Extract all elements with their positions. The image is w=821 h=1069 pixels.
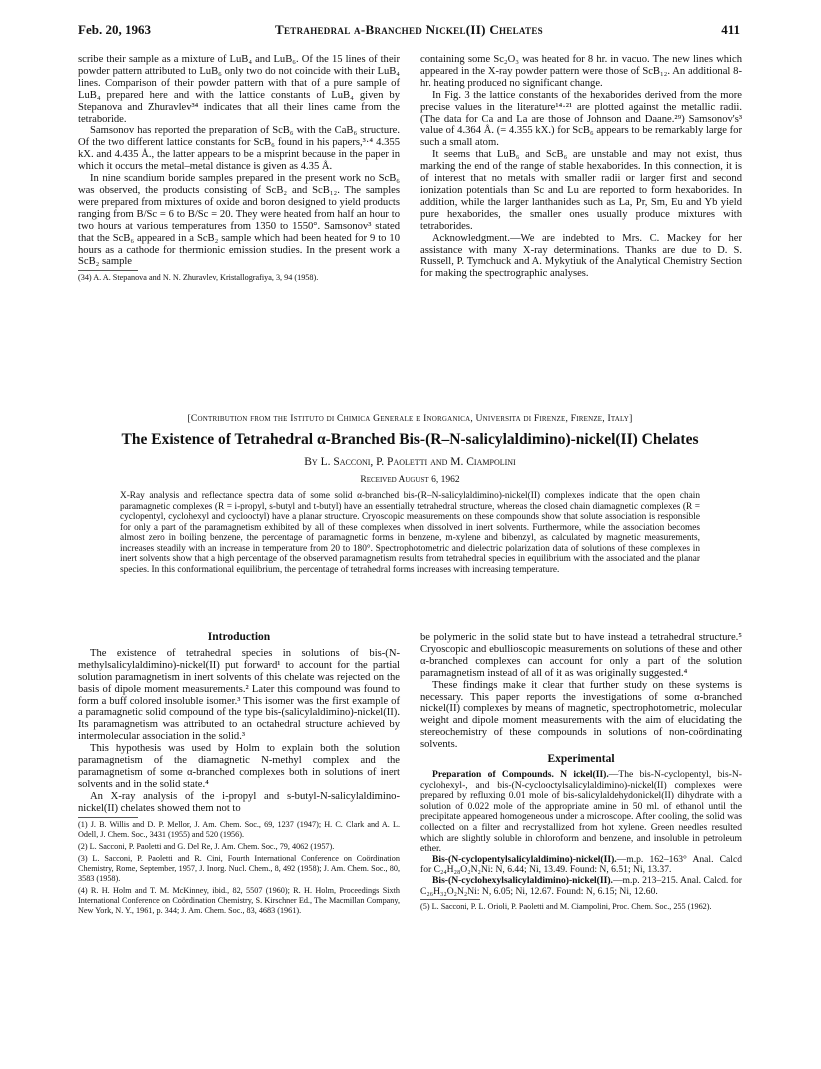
compound-data: —m.p. 213–215. Anal. Calcd. for C₂₆H₃₂O₂N₂Ni: N, 6.05; Ni, 12.67. Found: N, 6.15; Ni, 12.60. bbox=[420, 874, 742, 897]
paragraph: These findings make it clear that further study on these systems is necessary. This paper reports the investigations of some α-branched nickel(II) complexes by means of magnetic, spectrophotometric, molecular weight and dipole moment measurements with the aim of elucidating the stereochemistry of these compounds in solutions of non-coördinating solvents. bbox=[420, 679, 742, 751]
paragraph: containing some Sc₂O₃ was heated for 8 hr. in vacuo. The new lines which appeared in the X-ray powder pattern were those of ScB₁₂. An additional 8-hr. heating produced no significant change. bbox=[420, 54, 742, 89]
acknowledgment-paragraph: Acknowledgment.—We are indebted to Mrs. C. Mackey for her assistance with many X-ray determinations. Thanks are due to D. S. Russell, P. Tymchuck and A. Mykytiuk of the Analytical Chemistry Section for making the spectrographic analyses. bbox=[420, 232, 742, 280]
footnote: (3) L. Sacconi, P. Paoletti and R. Cini, Fourth International Conference on Coördination Chemistry, Rome, September, 1957, J. Inorg. Nucl. Chem., 8, 492 (1958); J. Am. Chem. Soc., 80, 3583 (1958). bbox=[78, 853, 400, 883]
abstract: X-Ray analysis and reflectance spectra data of some solid α-branched bis-(R–N-salicylaldimino)-nickel(II) complexes indicate that the open chain paramagnetic complexes (R = i-propyl, s-butyl and t-butyl) have an essentially tetrahedral structure, whereas the closed chain diamagnetic complexes (R = cyclopentyl, cyclohexyl and cyclooctyl) have a planar structure. Cryoscopic measurements on these compounds show that solute association is responsible for only a part of the paramagnetism exhibited by all of these complexes when dissolved in inert solvents. Furthermore, while the association becomes almost zero in boiling benzene, the percentage of paramagnetic forms in benzene, m-xylene and bibenzyl, as calculated by magnetic measurements, increases steadily with an increase in temperature from 20 to 180°. Spectrophotometric and dielectric polarization data of solutions of these complexes in inert solvents show that a high percentage of the observed paramagnetism results from tetrahedral species in equilibrium with the associated and the planar species. In this conformational equilibrium, the percentage of tetrahedral forms increases with increasing temperature. bbox=[120, 491, 700, 575]
footnote-divider bbox=[420, 899, 480, 900]
received-date: Received August 6, 1962 bbox=[360, 475, 460, 485]
contribution-line: [Contribution from the Istituto di Chimica Generale e Inorganica, Universita di Firenze, Firenze, Italy] bbox=[187, 413, 633, 424]
paragraph: In nine scandium boride samples prepared in the present work no ScB₆ was observed, the products consisting of ScB₂ and ScB₁₂. The samples were prepared from mixtures of oxide and boron designed to yield products ranging from B/Sc = 6 to B/Sc = 20. They were heated from half an hour to two hours at various temperatures from 1350 to 1550°. Samsonov³ stated that the ScB₆ appeared in a ScB₂ sample which had been heated for 9 to 10 hours as a cathode for thermionic emission studies. In the present work a ScB₂ sample bbox=[78, 173, 400, 268]
paragraph-body: —The bis-N-cyclopentyl, bis-N-cyclohexyl-, and bis-(N-cyclooctylsalicylaldimino)-nickel(II) complexes were prepared by refluxing 0.01 mole of bis-salicylaldehydonickel(II) dihydrate with a solution of 0.022 mole of the appropriate amine in 50 ml. of ethanol until the precipitate appeared homogeneous under a microscope. After cooling, the solid was collected on a filter and recrystallized from hot xylene. Green needles resulted which are slightly soluble in chloroform and benzene, and insoluble in petroleum ether. bbox=[420, 768, 742, 855]
footnote: (4) R. H. Holm and T. M. McKinney, ibid., 82, 5507 (1960); R. H. Holm, Proceedings Sixth International Conference on Coördination Chemistry, S. Kirschner Ed., The Macmillan Company, New York, N. Y., 1961, p. 344; J. Am. Chem. Soc., 83, 4683 (1961). bbox=[78, 885, 400, 915]
compound-paragraph bbox=[420, 876, 742, 897]
paragraph: be polymeric in the solid state but to have instead a tetrahedral structure.⁵ Cryoscopic and ebullioscopic measurements on solutions of these and other α-branched complexes can account for only a part of the solution paramagnetism instead of all of it as was originally suggested.⁴ bbox=[420, 632, 742, 679]
paragraph: Samsonov has reported the preparation of ScB₆ with the CaB₆ structure. Of the two different lattice constants for ScB₆ found in his papers,³·⁴ 4.355 kX. and 4.435 Å., the latter appears to be a misprint because in the paper in which it occurs the metal–metal distance is given as 4.35 Å. bbox=[78, 125, 400, 173]
compound-data: —m.p. 162–163° Anal. Calcd for C₂₄H₂₈O₂N₂Ni: N, 6.44; Ni, 13.49. Found: N, 6.51; Ni, 13.37. bbox=[420, 853, 742, 876]
issue-date: Feb. 20, 1963 bbox=[78, 22, 151, 37]
compound-name: Bis-(N-cyclopentylsalicylaldimino)-nickel(II). bbox=[432, 853, 617, 865]
paragraph: scribe their sample as a mixture of LuB₄ and LuB₆. Of the 15 lines of their powder pattern attributed to LuB₆ only two do not coincide with their LuB₄ lines. Comparison of their powder pattern with that of a pure sample of LuB₄ prepared here and with the lattice constants of LuB₄ given by Stepanova and Zhuravlev³⁴ indicates that all their lines came from the tetraboride. bbox=[78, 54, 400, 125]
footnote: (2) L. Sacconi, P. Paoletti and G. Del Re, J. Am. Chem. Soc., 79, 4062 (1957). bbox=[78, 841, 335, 851]
paragraph: An X-ray analysis of the i-propyl and s-butyl-N-salicylaldimino-nickel(II) chelates showed them not to bbox=[78, 790, 400, 814]
article-authors: By L. Sacconi, P. Paoletti and M. Ciampolini bbox=[304, 456, 516, 468]
introduction-column bbox=[78, 632, 400, 916]
page-number: 411 bbox=[721, 22, 740, 37]
footnote: (1) J. B. Willis and D. P. Mellor, J. Am. Chem. Soc., 69, 1237 (1947); H. C. Clark and A. L. Odell, J. Chem. Soc., 3431 (1955) and 520 (1956). bbox=[78, 819, 400, 839]
compound-paragraph bbox=[420, 855, 742, 876]
compound-name: Bis-(N-cyclohexylsalicylaldimino)-nickel(II). bbox=[432, 874, 613, 886]
run-in-heading: Preparation of Compounds. N ickel(II). bbox=[432, 768, 609, 780]
running-header bbox=[78, 22, 740, 40]
paragraph: The existence of tetrahedral species in solutions of bis-(N-methylsalicylaldimino)-nickel(II) put forward¹ to account for the partial solution paramagnetism in inert solvents of this chelate was rejected on the basis of dipole moment measurements.² Later this compound was found to form a buff colored insoluble isomer.³ This isomer was the first example of a paramagnetic solid compound of the type bis-(salicylaldimino)-nickel(II). Its paramagnetism was attributed to an octahedral structure achieved by intermolecular association in the solid.³ bbox=[78, 647, 400, 743]
lower-right-column bbox=[420, 632, 742, 912]
paragraph: In Fig. 3 the lattice constants of the hexaborides derived from the more precise values in the literature¹⁴·²¹ are plotted against the metallic radii. (The data for Ca and La are those of Johnson and Daane.²⁹) Samsonov's³ value of 4.364 Å. (= 4.355 kX.) for ScB₆ appears to be remarkably large for such a small atom. bbox=[420, 89, 742, 149]
top-left-column bbox=[78, 54, 400, 283]
footnote-divider bbox=[78, 817, 138, 818]
preparation-paragraph bbox=[420, 770, 742, 855]
paragraph: It seems that LuB₆ and ScB₆ are unstable and may not exist, thus marking the end of the range of stable hexaborides. In this connection, it is of interest that no metals with smaller radii or larger first and second ionization potentials than Sc and Lu are reported to form hexaborides. In addition, while the larger lanthanides such as La, Pr, Sm, Eu and Yb yield pure hexaborides, the smaller ones usually produce mixtures with tetraborides. bbox=[420, 149, 742, 232]
running-title: Tetrahedral α-Branched Nickel(II) Chelates bbox=[275, 22, 543, 37]
experimental-text bbox=[420, 770, 742, 897]
article-title: The Existence of Tetrahedral α-Branched Bis-(R–N-salicylaldimino)-nickel(II) Chelates bbox=[121, 431, 699, 448]
section-heading: Experimental bbox=[547, 753, 615, 766]
paragraph: This hypothesis was used by Holm to explain both the solution paramagnetism of the diamagnetic N-methyl complex and the paramagnetism of some α-branched complexes both in solutions of inert solvents and in the solid state.⁴ bbox=[78, 743, 400, 790]
footnote: (34) A. A. Stepanova and N. N. Zhuravlev, Kristallografiya, 3, 94 (1958). bbox=[78, 273, 319, 283]
footnote-divider bbox=[78, 270, 138, 271]
footnote: (5) L. Sacconi, P. L. Orioli, P. Paoletti and M. Ciampolini, Proc. Chem. Soc., 255 (1962). bbox=[420, 902, 712, 912]
section-heading: Introduction bbox=[207, 631, 271, 643]
top-right-column bbox=[420, 54, 742, 280]
